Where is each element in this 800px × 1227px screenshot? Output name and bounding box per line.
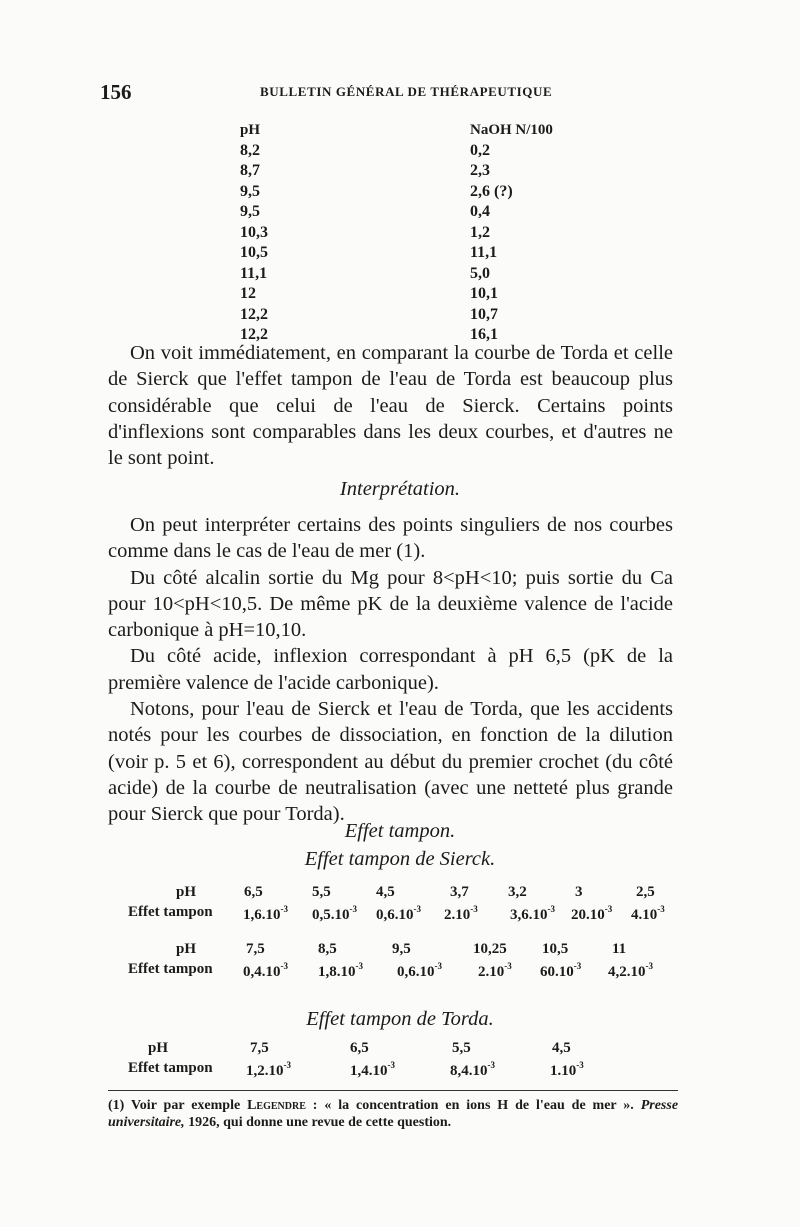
cell-naoh: 10,1 [470, 285, 498, 302]
torda-label-ph: pH [148, 1040, 169, 1056]
naoh-table-header [240, 120, 580, 141]
sierck-effet-value: $2.10^{-3}$ [478, 961, 512, 980]
sierck-ph-value: 10,25 [473, 941, 507, 957]
table-row [240, 264, 580, 285]
footnote-journal: Presse universitaire, [108, 1098, 679, 1130]
torda-effet-value: $1,2.10^{-3}$ [246, 1060, 291, 1079]
paragraph-1: On voit immédiatement, en comparant la courbe de Torda et celle de Sierck que l'effet tampon de l'eau de Torda est beaucoup plus considérable que celui de l'eau de Sierck. Certains points d'inflexions sont comparables dans les deux courbes, et d'autres ne le sont point. [108, 342, 673, 470]
sierck-ph-value: 9,5 [392, 941, 411, 957]
torda-ph-value: 4,5 [552, 1040, 571, 1056]
sierck-ph-value: 3 [575, 884, 583, 900]
table-row [240, 243, 580, 264]
sierck-effet-value: $20.10^{-3}$ [571, 904, 613, 923]
cell-ph: 12 [240, 285, 256, 302]
cell-ph: 9,5 [240, 182, 260, 200]
sierck-ph-value: 11 [612, 941, 627, 957]
cell-naoh: 16,1 [470, 326, 498, 343]
interpretation-body [108, 512, 673, 828]
cell-ph: 11,1 [240, 264, 268, 282]
torda-ph-value: 5,5 [452, 1040, 471, 1056]
cell-ph: 9,5 [240, 203, 260, 220]
sierck-ph-value: 8,5 [318, 941, 337, 957]
heading-torda: Effet tampon de Torda. [306, 1008, 494, 1030]
sierck-effet-value: $3,6.10^{-3}$ [510, 904, 555, 923]
torda-ph-value: 7,5 [250, 1040, 269, 1056]
sierck-effet-value: $0,6.10^{-3}$ [376, 904, 421, 923]
page-header [100, 80, 680, 104]
sierck-ph-value: 6,5 [244, 884, 263, 900]
cell-naoh: 10,7 [470, 305, 498, 323]
heading-effet-tampon: Effet tampon. [344, 820, 456, 842]
torda-effet-value: $8,4.10^{-3}$ [450, 1060, 495, 1079]
sierck-label-ph-2: pH [176, 941, 197, 957]
table-row [240, 305, 580, 326]
paragraph-4: Du côté acide, inflexion correspondant à pH 6,5 (pK de la première valence de l'acide carbonique). [108, 645, 673, 694]
sierck-effet-value: $4.10^{-3}$ [631, 904, 665, 923]
sierck-effet-value: $1,6.10^{-3}$ [243, 904, 288, 923]
sierck-effet-value: $4,2.10^{-3}$ [608, 961, 653, 980]
cell-naoh: 0,4 [470, 203, 490, 220]
sierck-label-ph: pH [176, 884, 197, 900]
page-number: 156 [100, 80, 132, 104]
torda-label-effet: Effet tampon [128, 1060, 213, 1076]
table-row [240, 284, 580, 305]
cell-ph: 10,5 [240, 244, 268, 261]
cell-ph: 10,3 [240, 223, 268, 241]
paragraph-2: On peut interpréter certains des points singuliers de nos courbes comme dans le cas de l'eau de mer (1). [108, 514, 673, 563]
cell-ph: 8,7 [240, 162, 260, 179]
sierck-ph-value: 3,2 [508, 884, 527, 900]
cell-naoh: 2,3 [470, 162, 490, 179]
sierck-ph-value: 5,5 [312, 884, 331, 900]
paragraph-5: Notons, pour l'eau de Sierck et l'eau de Torda, que les accidents notés pour les courbes de dissociation, en fonction de la dilution (voir p. 5 et 6), correspondent au début du premier crochet (du côté acide) de la courbe de neutralisation (avec une netteté plus grande pour Sierck que pour Torda). [108, 698, 673, 826]
sierck-effet-value: $0,6.10^{-3}$ [397, 961, 442, 980]
sierck-effet-value: $0,5.10^{-3}$ [312, 904, 357, 923]
torda-effet-value: $1,4.10^{-3}$ [350, 1060, 395, 1079]
table-row [240, 182, 580, 203]
sierck-ph-value: 2,5 [636, 884, 655, 900]
cell-ph: 12,2 [240, 326, 268, 343]
footnote-author: Legendre [247, 1098, 306, 1113]
cell-ph: 12,2 [240, 305, 268, 323]
col-header-ph: pH [240, 122, 261, 138]
table-row [240, 202, 580, 223]
sierck-effet-value: $0,4.10^{-3}$ [243, 961, 288, 980]
table-row [240, 161, 580, 182]
sierck-ph-value: 10,5 [542, 941, 569, 957]
paragraph-3: Du côté alcalin sortie du Mg pour 8<pH<10; puis sortie du Ca pour 10<pH<10,5. De même pK de la deuxième valence de l'acide carbonique à pH=10,10. [108, 566, 673, 642]
cell-naoh: 11,1 [470, 244, 498, 261]
heading-interpretation: Interprétation. [339, 478, 461, 500]
naoh-table [240, 120, 580, 346]
torda-effet-value: $1.10^{-3}$ [550, 1060, 584, 1079]
col-header-naoh: NaOH N/100 [470, 122, 553, 138]
sierck-label-effet-2: Effet tampon [128, 961, 213, 977]
cell-ph: 8,2 [240, 141, 260, 159]
sierck-effet-value: $1,8.10^{-3}$ [318, 961, 363, 980]
table-row [240, 223, 580, 244]
cell-naoh: 5,0 [470, 264, 490, 282]
running-title: BULLETIN GÉNÉRAL DE THÉRAPEUTIQUE [260, 84, 553, 99]
heading-sierck: Effet tampon de Sierck. [304, 848, 496, 870]
sierck-effet-value: $2.10^{-3}$ [444, 904, 478, 923]
cell-naoh: 1,2 [470, 223, 490, 241]
torda-ph-value: 6,5 [350, 1040, 369, 1056]
sierck-ph-value: 7,5 [246, 941, 265, 957]
cell-naoh: 0,2 [470, 141, 490, 159]
cell-naoh: 2,6 (?) [470, 182, 513, 200]
table-row [240, 141, 580, 162]
sierck-ph-value: 3,7 [450, 884, 469, 900]
sierck-effet-value: $60.10^{-3}$ [540, 961, 582, 980]
sierck-label-effet: Effet tampon [128, 904, 213, 920]
sierck-ph-value: 4,5 [376, 884, 395, 900]
footnote-rule [108, 1090, 678, 1091]
footnote: (1) Voir par exemple Legendre : « la concentration en ions H de l'eau de mer ». Presse universitaire, 1926, qui donne une revue de cette question. [108, 1098, 679, 1130]
